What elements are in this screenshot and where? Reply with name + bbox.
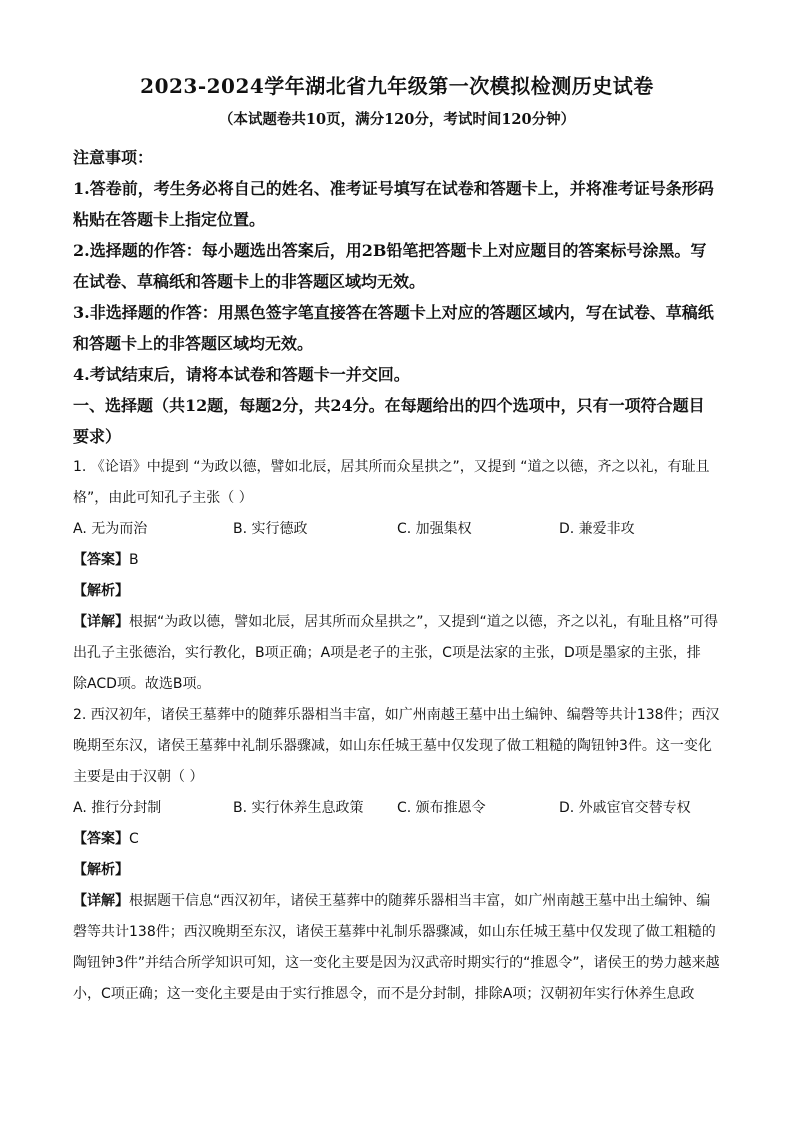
notice-item-1-line-2: 粘贴在答题卡上指定位置。	[73, 210, 266, 229]
question-1-detail-line-2: 出孔子主张德治，实行教化，B项正确；A项是老子的主张，C项是法家的主张，D项是墨家的主张，排	[73, 645, 701, 661]
notice-item-3-line-2: 和答题卡上的非答题区域均无效。	[73, 334, 314, 353]
question-1	[73, 452, 723, 700]
answer-value: B	[129, 552, 139, 568]
question-1-detail-line-1	[73, 607, 723, 638]
question-2-option-d: D. 外戚宦官交替专权	[559, 800, 691, 816]
question-1-options	[73, 514, 723, 545]
question-2-stem-line-2: 晚期至东汉，诸侯王墓葬中礼制乐器骤减，如山东任城王墓中仅发现了做工粗糙的陶钮钟3件。这一变化	[73, 738, 712, 754]
question-2-option-c: C. 颁布推恩令	[397, 800, 486, 816]
detail-tag: 【详解】	[73, 893, 129, 909]
question-1-stem-line-1: 1. 《论语》中提到 “为政以德，譬如北辰，居其所而众星拱之”，又提到 “道之以德，齐之以礼，有耻且	[73, 459, 710, 475]
notice-item-4: 4.考试结束后，请将本试卷和答题卡一并交回。	[73, 365, 410, 384]
section-heading-line-1: 一、选择题（共12题，每题2分，共24分。在每题给出的四个选项中，只有一项符合题目	[73, 396, 705, 415]
question-1-option-c: C. 加强集权	[397, 521, 472, 537]
question-1-answer	[73, 545, 723, 576]
question-2-option-b: B. 实行休养生息政策	[233, 800, 364, 816]
notice-item-2-line-1: 2.选择题的作答：每小题选出答案后，用2B铅笔把答题卡上对应题目的答案标号涂黑。写	[73, 241, 707, 260]
answer-tag: 【答案】	[73, 552, 129, 568]
detail-text: 根据题干信息“西汉初年，诸侯王墓葬中的随葬乐器相当丰富，如广州南越王墓中出土编钟、编	[129, 893, 711, 909]
question-1-option-a: A. 无为而治	[73, 521, 148, 537]
question-1-detail-line-3: 除ACD项。故选B项。	[73, 676, 211, 692]
question-2-options	[73, 793, 723, 824]
question-1-option-b: B. 实行德政	[233, 521, 308, 537]
question-2	[73, 700, 723, 1010]
notice-item-2-line-2: 在试卷、草稿纸和答题卡上的非答题区域均无效。	[73, 272, 426, 291]
notice-item-3-line-1: 3.非选择题的作答：用黑色签字笔直接答在答题卡上对应的答题区域内，写在试卷、草稿纸	[73, 303, 714, 322]
page-subtitle: （本试题卷共10页，满分120分，考试时间120分钟）	[218, 111, 576, 128]
exam-content	[73, 142, 723, 1010]
question-2-option-a: A. 推行分封制	[73, 800, 162, 816]
question-1-option-d: D. 兼爱非攻	[559, 521, 635, 537]
detail-tag: 【详解】	[73, 614, 129, 630]
answer-tag: 【答案】	[73, 831, 129, 847]
question-2-stem-line-1: 2. 西汉初年，诸侯王墓葬中的随葬乐器相当丰富，如广州南越王墓中出土编钟、编磬等共计138件；西汉	[73, 707, 720, 723]
question-2-stem-line-3: 主要是由于汉朝（ ）	[73, 769, 204, 785]
detail-text: 根据“为政以德，譬如北辰，居其所而众星拱之”，又提到“道之以德，齐之以礼，有耻且格”可得	[129, 614, 719, 630]
question-1-stem-line-2: 格”，由此可知孔子主张（ ）	[73, 490, 253, 506]
notice-heading: 注意事项：	[73, 148, 154, 167]
question-2-detail-line-2: 磬等共计138件；西汉晚期至东汉，诸侯王墓葬中礼制乐器骤减，如山东任城王墓中仅发现了做工粗糙的	[73, 924, 716, 940]
question-2-detail-line-1	[73, 886, 723, 917]
question-2-answer	[73, 824, 723, 855]
section-heading-line-2: 要求）	[73, 427, 122, 446]
page-title: 2023-2024学年湖北省九年级第一次模拟检测历史试卷	[140, 74, 654, 98]
answer-value: C	[129, 831, 139, 847]
question-2-detail-line-3: 陶钮钟3件”并结合所学知识可知，这一变化主要是因为汉武帝时期实行的“推恩令”，诸侯王的势力越来越	[73, 955, 720, 971]
question-2-analysis-tag: 【解析】	[73, 862, 129, 878]
question-1-analysis-tag: 【解析】	[73, 583, 129, 599]
notice-item-1-line-1: 1.答卷前，考生务必将自己的姓名、准考证号填写在试卷和答题卡上，并将准考证号条形码	[73, 179, 714, 198]
question-2-detail-line-4: 小，C项正确；这一变化主要是由于实行推恩令，而不是分封制，排除A项；汉朝初年实行休养生息政	[73, 986, 695, 1002]
